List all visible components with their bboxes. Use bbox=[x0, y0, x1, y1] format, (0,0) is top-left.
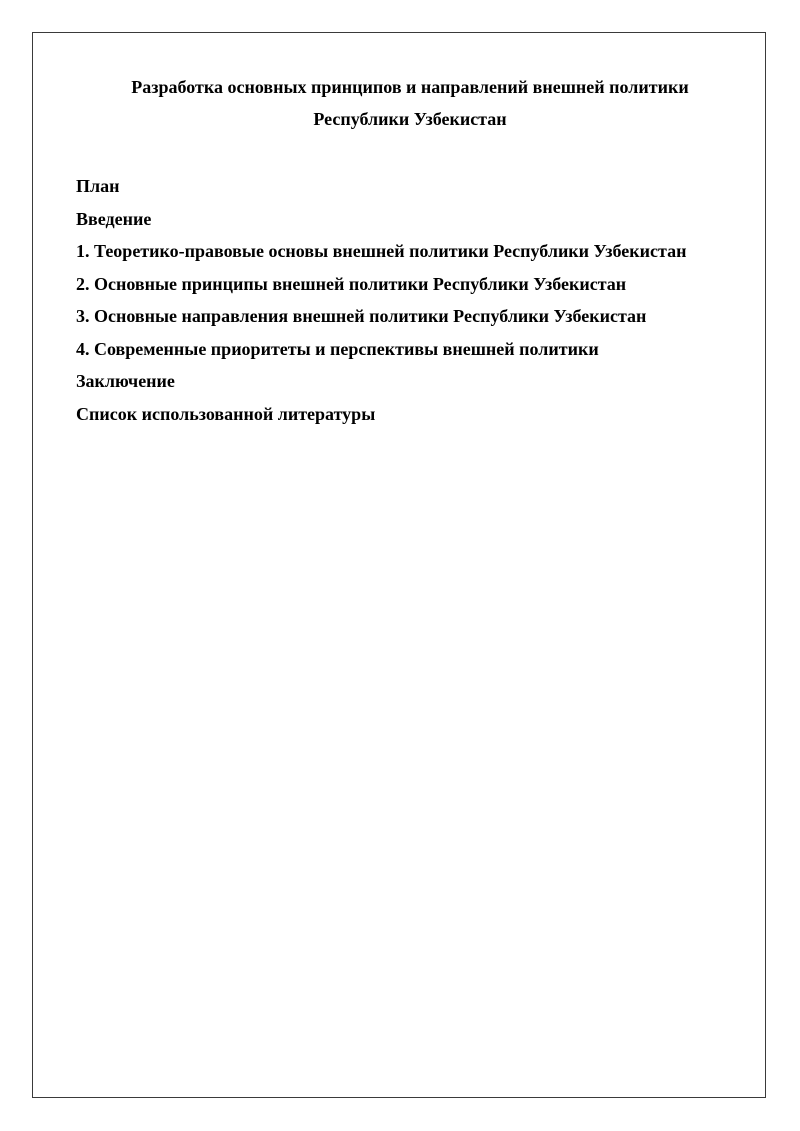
title-line-1: Разработка основных принципов и направлений внешней политики bbox=[131, 77, 689, 97]
toc-item-4: 4. Современные приоритеты и перспективы внешней политики bbox=[76, 338, 599, 359]
toc-item-references: Список использованной литературы bbox=[76, 403, 376, 424]
toc-item-1: 1. Теоретико-правовые основы внешней политики Республики Узбекистан bbox=[76, 241, 687, 261]
toc-item-3: 3. Основные направления внешней политики Республики Узбекистан bbox=[76, 306, 647, 326]
title-line-2: Республики Узбекистан bbox=[313, 109, 507, 129]
document-title bbox=[76, 71, 744, 135]
table-of-contents bbox=[76, 170, 766, 430]
plan-heading: План bbox=[76, 176, 120, 196]
toc-item-2: 2. Основные принципы внешней политики Республики Узбекистан bbox=[76, 273, 627, 294]
toc-item-conclusion: Заключение bbox=[76, 371, 175, 391]
toc-item-introduction: Введение bbox=[76, 208, 152, 229]
